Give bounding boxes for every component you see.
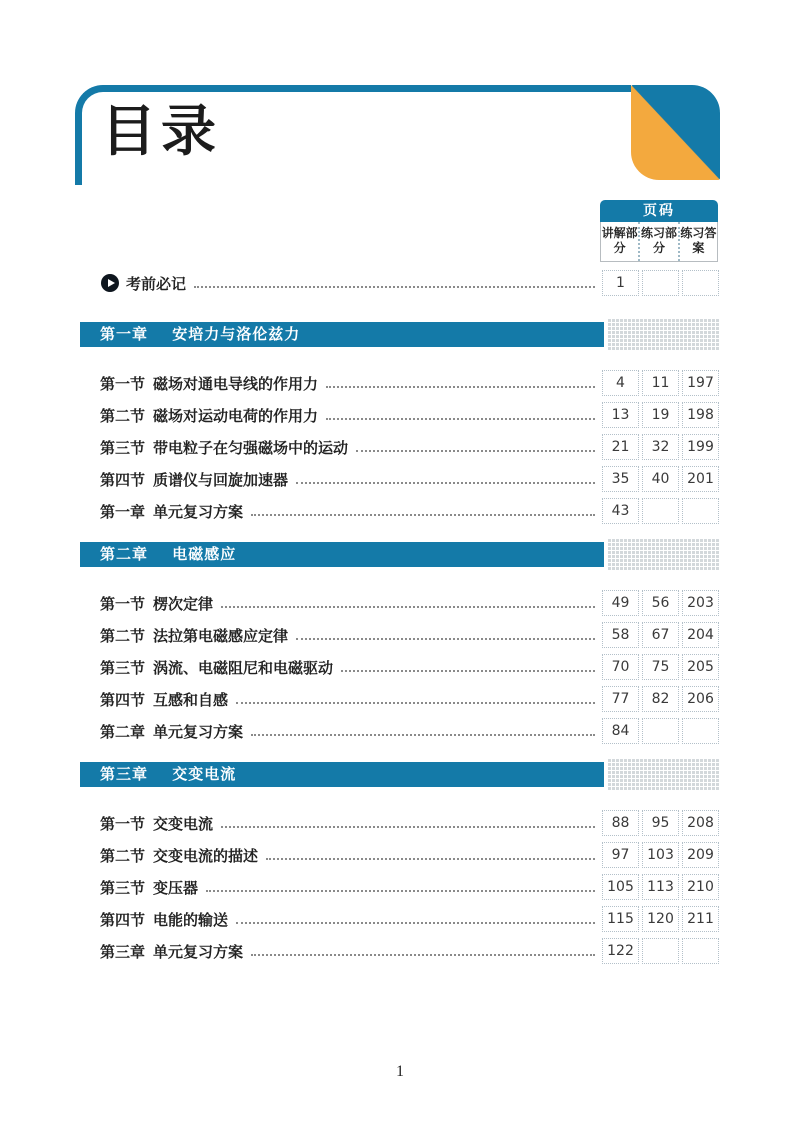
section-label: 第一节 bbox=[100, 814, 146, 833]
page-number-cell: 199 bbox=[682, 434, 719, 460]
page-number-cell: 120 bbox=[642, 906, 679, 932]
section-label: 第三章 bbox=[100, 942, 146, 961]
chapter-label: 第三章 bbox=[100, 765, 149, 783]
section-title: 磁场对通电导线的作用力 bbox=[153, 374, 319, 393]
page-cells bbox=[602, 938, 720, 964]
toc-row bbox=[80, 810, 720, 836]
page-number-cell: 88 bbox=[602, 810, 639, 836]
page-number-cell bbox=[682, 938, 719, 964]
section-title: 单元复习方案 bbox=[153, 942, 244, 961]
halftone-decoration bbox=[607, 758, 720, 791]
section-title: 楞次定律 bbox=[153, 594, 214, 613]
page-number-cell: 206 bbox=[682, 686, 719, 712]
page-number-cell: 75 bbox=[642, 654, 679, 680]
page-cells bbox=[602, 718, 720, 744]
section-label: 第三节 bbox=[100, 438, 146, 457]
dotted-leader bbox=[236, 702, 595, 704]
section-label: 第三节 bbox=[100, 658, 146, 677]
page-cells bbox=[602, 498, 720, 524]
page-number-cell: 77 bbox=[602, 686, 639, 712]
chapter-label: 第二章 bbox=[100, 545, 149, 563]
page-number-cell: 40 bbox=[642, 466, 679, 492]
page-cells bbox=[602, 654, 720, 680]
section-label: 第二节 bbox=[100, 626, 146, 645]
page-number-cell: 203 bbox=[682, 590, 719, 616]
toc-row bbox=[80, 622, 720, 648]
toc-row bbox=[80, 370, 720, 396]
section-title: 单元复习方案 bbox=[153, 722, 244, 741]
section-title: 交变电流的描述 bbox=[153, 846, 259, 865]
section-title: 法拉第电磁感应定律 bbox=[153, 626, 289, 645]
dotted-leader bbox=[251, 514, 595, 516]
section-label: 第四节 bbox=[100, 910, 146, 929]
dotted-leader bbox=[296, 638, 595, 640]
page-number-cell: 197 bbox=[682, 370, 719, 396]
page-number-cell: 105 bbox=[602, 874, 639, 900]
pre-exam-note-row bbox=[80, 270, 720, 296]
page-number-table-header bbox=[600, 200, 718, 262]
toc-row bbox=[80, 874, 720, 900]
toc-row bbox=[80, 938, 720, 964]
page-number-cell: 84 bbox=[602, 718, 639, 744]
section-label: 第三节 bbox=[100, 878, 146, 897]
page-cells bbox=[602, 622, 720, 648]
page-cells bbox=[602, 686, 720, 712]
play-circle-icon bbox=[101, 274, 119, 292]
page-number-cell: 49 bbox=[602, 590, 639, 616]
page-number-cell: 210 bbox=[682, 874, 719, 900]
page-cells bbox=[602, 434, 720, 460]
page-number-cell: 103 bbox=[642, 842, 679, 868]
page-number-cell: 1 bbox=[602, 270, 639, 296]
page-number-cell: 21 bbox=[602, 434, 639, 460]
page-number-cell: 208 bbox=[682, 810, 719, 836]
dotted-leader bbox=[251, 954, 595, 956]
toc-row bbox=[80, 402, 720, 428]
chapter-header-bar bbox=[80, 542, 604, 567]
toc-row bbox=[80, 654, 720, 680]
page-cells bbox=[602, 842, 720, 868]
page-number-cell: 43 bbox=[602, 498, 639, 524]
pre-exam-note-label: 考前必记 bbox=[126, 274, 187, 293]
page-number-table-title: 页码 bbox=[600, 200, 718, 222]
section-title: 磁场对运动电荷的作用力 bbox=[153, 406, 319, 425]
page-number-cell: 95 bbox=[642, 810, 679, 836]
page-number-cell: 211 bbox=[682, 906, 719, 932]
section-label: 第四节 bbox=[100, 470, 146, 489]
section-title: 带电粒子在匀强磁场中的运动 bbox=[153, 438, 349, 457]
page-cells bbox=[602, 590, 720, 616]
section-label: 第一节 bbox=[100, 374, 146, 393]
section-label: 第二节 bbox=[100, 846, 146, 865]
page-number-cell: 115 bbox=[602, 906, 639, 932]
footer-page-number: 1 bbox=[396, 1063, 404, 1080]
dotted-leader bbox=[326, 418, 595, 420]
toc-row bbox=[80, 466, 720, 492]
page-number-cell: 56 bbox=[642, 590, 679, 616]
toc-row bbox=[80, 906, 720, 932]
page-number-column: 讲解部分 bbox=[601, 226, 638, 255]
page-number-cell: 4 bbox=[602, 370, 639, 396]
page-number-cell: 70 bbox=[602, 654, 639, 680]
section-label: 第一章 bbox=[100, 502, 146, 521]
section-label: 第二节 bbox=[100, 406, 146, 425]
page-number-cell: 97 bbox=[602, 842, 639, 868]
section-title: 电能的输送 bbox=[153, 910, 229, 929]
page-number-cell: 205 bbox=[682, 654, 719, 680]
dotted-leader bbox=[206, 890, 595, 892]
toc-row bbox=[80, 434, 720, 460]
section-title: 单元复习方案 bbox=[153, 502, 244, 521]
section-title: 涡流、电磁阻尼和电磁驱动 bbox=[153, 658, 334, 677]
play-triangle bbox=[108, 279, 115, 287]
dotted-leader bbox=[356, 450, 595, 452]
page-number-cell: 58 bbox=[602, 622, 639, 648]
dotted-leader bbox=[221, 606, 595, 608]
dotted-leader bbox=[236, 922, 595, 924]
chapter-title: 电磁感应 bbox=[172, 545, 237, 563]
page-number-cell: 122 bbox=[602, 938, 639, 964]
page-number-columns bbox=[600, 222, 718, 262]
page-cells bbox=[602, 466, 720, 492]
page-number-cell bbox=[642, 498, 679, 524]
page-cells bbox=[602, 810, 720, 836]
chapter-header-bar bbox=[80, 322, 604, 347]
dotted-leader bbox=[296, 482, 595, 484]
dotted-leader bbox=[221, 826, 595, 828]
chapter-block bbox=[80, 322, 720, 521]
chapter-block bbox=[80, 762, 720, 961]
page-number-cell bbox=[682, 498, 719, 524]
section-title: 交变电流 bbox=[153, 814, 214, 833]
dotted-leader bbox=[326, 386, 595, 388]
halftone-decoration bbox=[607, 318, 720, 351]
dotted-leader bbox=[266, 858, 595, 860]
page-number-cell: 32 bbox=[642, 434, 679, 460]
toc-row bbox=[80, 842, 720, 868]
chapter-block bbox=[80, 542, 720, 741]
toc-row bbox=[80, 590, 720, 616]
page-cells bbox=[602, 402, 720, 428]
toc-row bbox=[80, 718, 720, 744]
section-label: 第二章 bbox=[100, 722, 146, 741]
dotted-leader bbox=[341, 670, 595, 672]
page-cells bbox=[602, 906, 720, 932]
chapter-title: 安培力与洛伦兹力 bbox=[172, 325, 301, 343]
page-number-cell: 113 bbox=[642, 874, 679, 900]
page-number-cell: 13 bbox=[602, 402, 639, 428]
section-label: 第四节 bbox=[100, 690, 146, 709]
section-title: 质谱仪与回旋加速器 bbox=[153, 470, 289, 489]
page-number-cell bbox=[642, 270, 679, 296]
page-number-cell: 209 bbox=[682, 842, 719, 868]
page-number-cell: 201 bbox=[682, 466, 719, 492]
page-number-cell: 82 bbox=[642, 686, 679, 712]
page-number-cell: 11 bbox=[642, 370, 679, 396]
chapter-title: 交变电流 bbox=[172, 765, 237, 783]
page-number-column: 练习部分 bbox=[638, 222, 677, 261]
page-cells bbox=[602, 270, 720, 296]
corner-decoration-icon bbox=[631, 85, 720, 180]
page-number-cell bbox=[682, 718, 719, 744]
section-title: 互感和自感 bbox=[153, 690, 229, 709]
page-cells bbox=[602, 370, 720, 396]
page-cells bbox=[602, 874, 720, 900]
page-number-cell bbox=[642, 718, 679, 744]
toc-row bbox=[80, 686, 720, 712]
dotted-leader bbox=[194, 286, 595, 288]
page-title: 目录 bbox=[101, 99, 222, 163]
page-number-cell bbox=[642, 938, 679, 964]
halftone-decoration bbox=[607, 538, 720, 571]
dotted-leader bbox=[251, 734, 595, 736]
page-number-cell: 19 bbox=[642, 402, 679, 428]
page-number-cell: 35 bbox=[602, 466, 639, 492]
page-number-cell: 67 bbox=[642, 622, 679, 648]
section-label: 第一节 bbox=[100, 594, 146, 613]
toc-row bbox=[80, 498, 720, 524]
chapter-header-bar bbox=[80, 762, 604, 787]
section-title: 变压器 bbox=[153, 878, 199, 897]
page-number-cell: 198 bbox=[682, 402, 719, 428]
chapter-label: 第一章 bbox=[100, 325, 149, 343]
page-number-cell bbox=[682, 270, 719, 296]
page-number-cell: 204 bbox=[682, 622, 719, 648]
page-number-column: 练习答案 bbox=[678, 222, 717, 261]
